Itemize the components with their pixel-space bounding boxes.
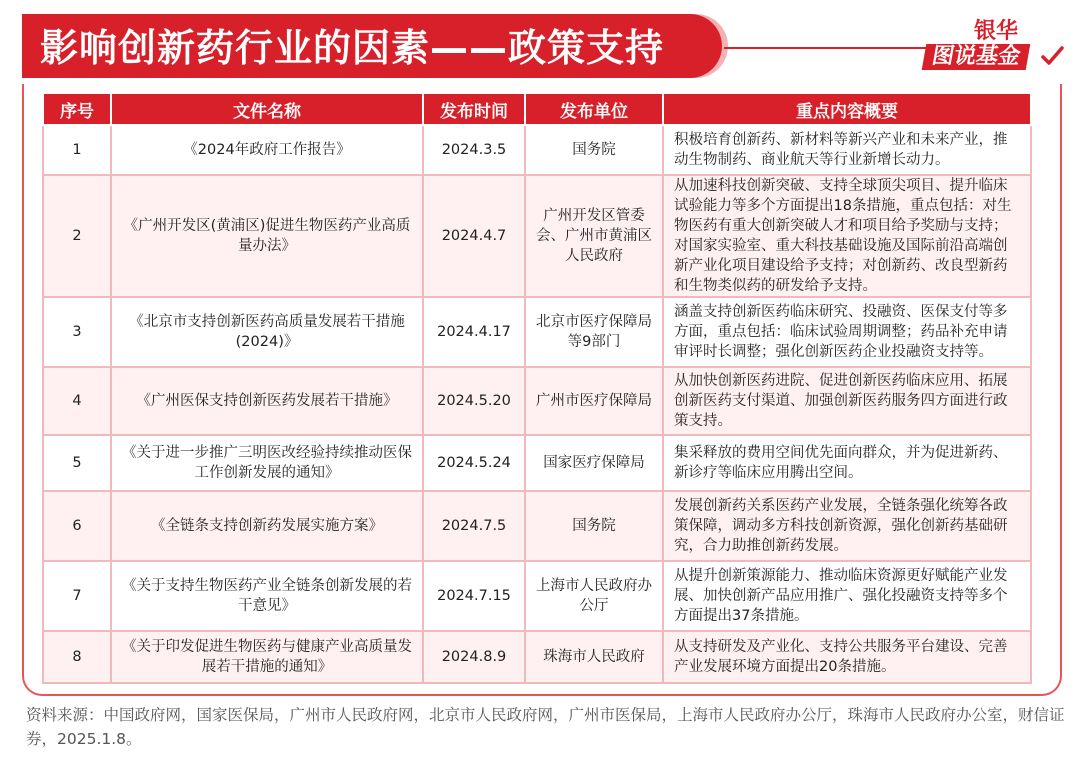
row-publisher: 国务院 [525, 125, 663, 175]
row-publish-date: 2024.8.9 [423, 631, 525, 683]
source-note: 资料来源：中国政府网，国家医保局，广州市人民政府网，北京市人民政府网，广州市医保局，上海市人民政府办公厅，珠海市人民政府办公室，财信证券，2025.1.8。 [26, 706, 1065, 748]
row-summary: 涵盖支持创新医药临床研究、投融资、医保支付等多方面，重点包括：临床试验周期调整；药品补充申请审评时长调整；强化创新医药企业投融资支持等。 [663, 297, 1031, 367]
row-publisher: 广州市医疗保障局 [525, 367, 663, 435]
row-summary: 从加速科技创新突破、支持全球顶尖项目、提升临床试验能力等多个方面提出18条措施，重点包括：对生物医药有重大创新突破人才和项目给予奖励与支持；对国家实验室、重大科技基础设施及国际前沿高端创新产业化项目建设给予支持；对创新药、改良型新药和生物类似药的研发给予支持。 [663, 175, 1031, 297]
row-publish-date: 2024.5.20 [423, 367, 525, 435]
logo-top-text: 银华 [974, 19, 1019, 44]
row-publish-date: 2024.4.7 [423, 175, 525, 297]
row-index: 5 [43, 435, 111, 491]
check-icon [1040, 44, 1064, 68]
row-document-name: 《广州医保支持创新医药发展若干措施》 [111, 367, 423, 435]
row-summary: 积极培育创新药、新材料等新兴产业和未来产业，推动生物制药、商业航天等行业新增长动力。 [663, 125, 1031, 175]
row-index: 3 [43, 297, 111, 367]
row-document-name: 《全链条支持创新药发展实施方案》 [111, 491, 423, 561]
row-summary: 从提升创新策源能力、推动临床资源更好赋能产业发展、加快创新产品应用推广、强化投融资支持等多个方面提出37条措施。 [663, 561, 1031, 631]
row-document-name: 《关于进一步推广三明医改经验持续推动医保工作创新发展的通知》 [111, 435, 423, 491]
row-publisher: 北京市医疗保障局等9部门 [525, 297, 663, 367]
table-row [43, 631, 1031, 683]
table-row [43, 561, 1031, 631]
page-title: 影响创新药行业的因素——政策支持 [40, 26, 665, 70]
row-publish-date: 2024.3.5 [423, 125, 525, 175]
row-summary: 发展创新药关系医药产业发展，全链条强化统筹各政策保障，调动多方科技创新资源，强化创新药基础研究，合力助推创新药发展。 [663, 491, 1031, 561]
table-row [43, 125, 1031, 175]
header-publisher: 发布单位 [525, 93, 663, 125]
row-index: 4 [43, 367, 111, 435]
row-document-name: 《广州开发区(黄浦区)促进生物医药产业高质量办法》 [111, 175, 423, 297]
header-publish-date: 发布时间 [423, 93, 525, 125]
row-publisher: 广州开发区管委会、广州市黄浦区人民政府 [525, 175, 663, 297]
table-row [43, 175, 1031, 297]
row-summary: 从加快创新医药进院、促进创新医药临床应用、拓展创新医药支付渠道、加强创新医药服务四方面进行政策支持。 [663, 367, 1031, 435]
row-summary: 从支持研发及产业化、支持公共服务平台建设、完善产业发展环境方面提出20条措施。 [663, 631, 1031, 683]
row-summary: 集采释放的费用空间优先面向群众，并为促进新药、新诊疗等临床应用腾出空间。 [663, 435, 1031, 491]
header-summary: 重点内容概要 [663, 93, 1031, 125]
row-index: 1 [43, 125, 111, 175]
row-publish-date: 2024.4.17 [423, 297, 525, 367]
row-index: 7 [43, 561, 111, 631]
table-header-row [43, 93, 1031, 125]
row-index: 8 [43, 631, 111, 683]
policy-table [42, 92, 1032, 684]
row-document-name: 《关于支持生物医药产业全链条创新发展的若干意见》 [111, 561, 423, 631]
row-document-name: 《北京市支持创新医药高质量发展若干措施(2024)》 [111, 297, 423, 367]
row-publish-date: 2024.7.15 [423, 561, 525, 631]
table-row [43, 367, 1031, 435]
row-index: 6 [43, 491, 111, 561]
title-divider [724, 47, 934, 49]
header-index: 序号 [43, 93, 111, 125]
table-row [43, 435, 1031, 491]
row-publish-date: 2024.5.24 [423, 435, 525, 491]
row-document-name: 《关于印发促进生物医药与健康产业高质量发展若干措施的通知》 [111, 631, 423, 683]
row-publisher: 国家医疗保障局 [525, 435, 663, 491]
row-document-name: 《2024年政府工作报告》 [111, 125, 423, 175]
row-publisher: 珠海市人民政府 [525, 631, 663, 683]
logo-bottom-text: 图说基金 [922, 44, 1031, 70]
row-publisher: 国务院 [525, 491, 663, 561]
brand-logo [918, 14, 1068, 84]
table-row [43, 297, 1031, 367]
row-index: 2 [43, 175, 111, 297]
header-document-name: 文件名称 [111, 93, 423, 125]
row-publish-date: 2024.7.5 [423, 491, 525, 561]
table-row [43, 491, 1031, 561]
row-publisher: 上海市人民政府办公厅 [525, 561, 663, 631]
